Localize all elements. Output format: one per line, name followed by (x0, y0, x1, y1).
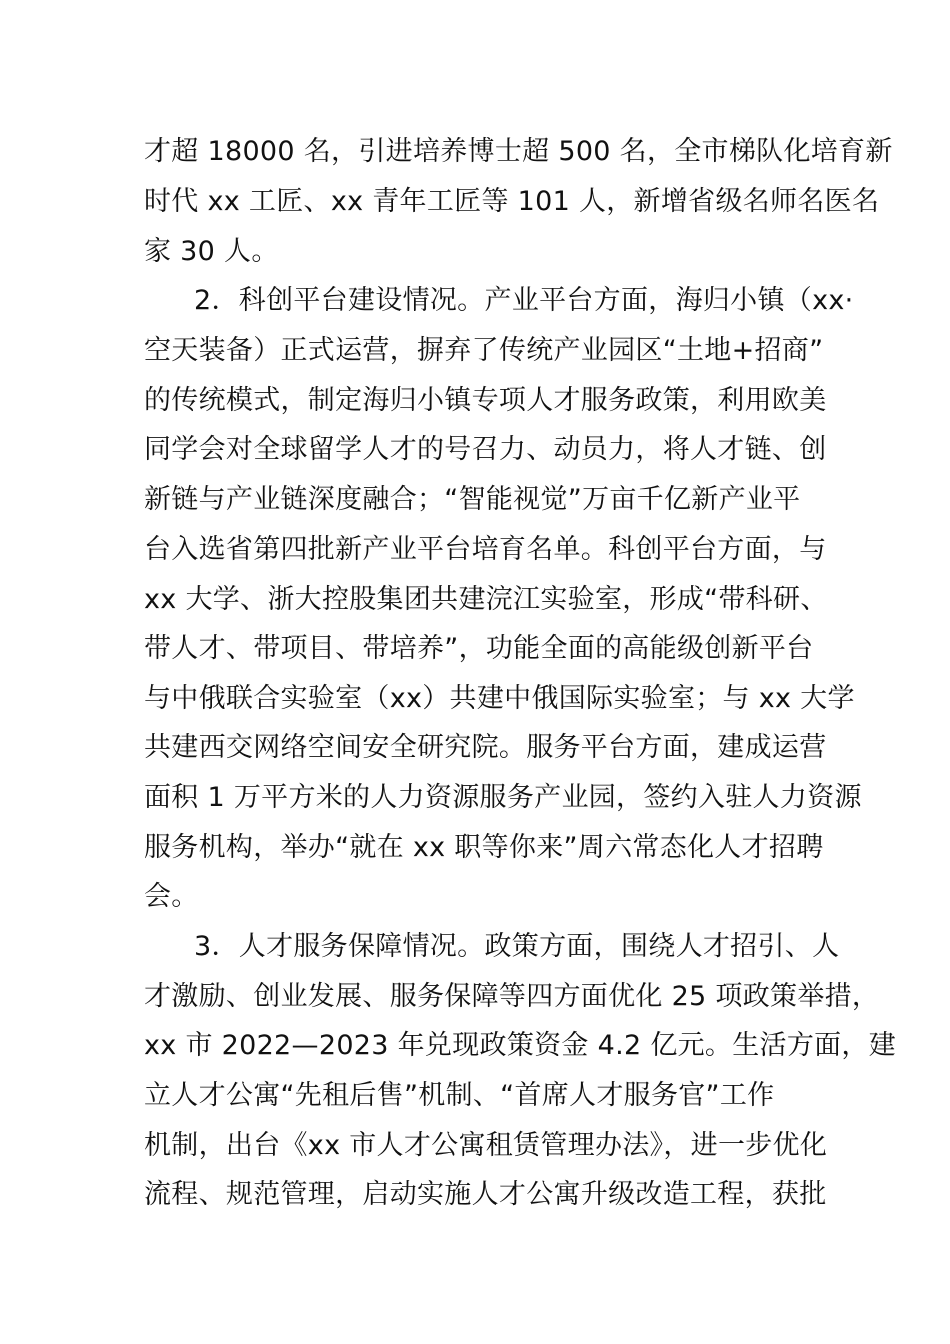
text-line: 台入选省第四批新产业平台培育名单。科创平台方面，与 (144, 534, 827, 565)
text-line: 2．科创平台建设情况。产业平台方面，海归小镇（xx· (194, 285, 854, 316)
text-line: 面积 1 万平方米的人力资源服务产业园，签约入驻人力资源 (144, 782, 862, 813)
text-line: 3．人才服务保障情况。政策方面，围绕人才招引、人 (194, 931, 840, 962)
text-line: 服务机构，举办“就在 xx 职等你来”周六常态化人才招聘 (144, 832, 824, 863)
text-line: 会。 (144, 881, 199, 912)
text-line: 流程、规范管理，启动实施人才公寓升级改造工程，获批 (144, 1179, 827, 1210)
text-line: 共建西交网络空间安全研究院。服务平台方面，建成运营 (144, 732, 827, 763)
text-line: 同学会对全球留学人才的号召力、动员力，将人才链、创 (144, 434, 827, 465)
text-line: 时代 xx 工匠、xx 青年工匠等 101 人，新增省级名师名医名 (144, 186, 880, 217)
text-line: 空天装备）正式运营，摒弃了传统产业园区“土地+招商” (144, 335, 824, 366)
text-line: 家 30 人。 (144, 236, 279, 267)
text-line: 机制，出台《xx 市人才公寓租赁管理办法》，进一步优化 (144, 1130, 828, 1161)
text-line: 的传统模式，制定海归小镇专项人才服务政策，利用欧美 (144, 385, 827, 416)
text-line: 与中俄联合实验室（xx）共建中俄国际实验室；与 xx 大学 (144, 683, 855, 714)
text-line: 立人才公寓“先租后售”机制、“首席人才服务官”工作 (144, 1080, 775, 1111)
text-line: 才激励、创业发展、服务保障等四方面优化 25 项政策举措， (144, 981, 880, 1012)
text-line: 才超 18000 名，引进培养博士超 500 名，全市梯队化培育新 (144, 136, 893, 167)
text-line: 新链与产业链深度融合；“智能视觉”万亩千亿新产业平 (144, 484, 801, 515)
text-line: xx 市 2022—2023 年兑现政策资金 4.2 亿元。生活方面，建 (144, 1030, 897, 1061)
text-line: xx 大学、浙大控股集团共建浣江实验室，形成“带科研、 (144, 584, 828, 615)
text-line: 带人才、带项目、带培养”，功能全面的高能级创新平台 (144, 633, 814, 664)
